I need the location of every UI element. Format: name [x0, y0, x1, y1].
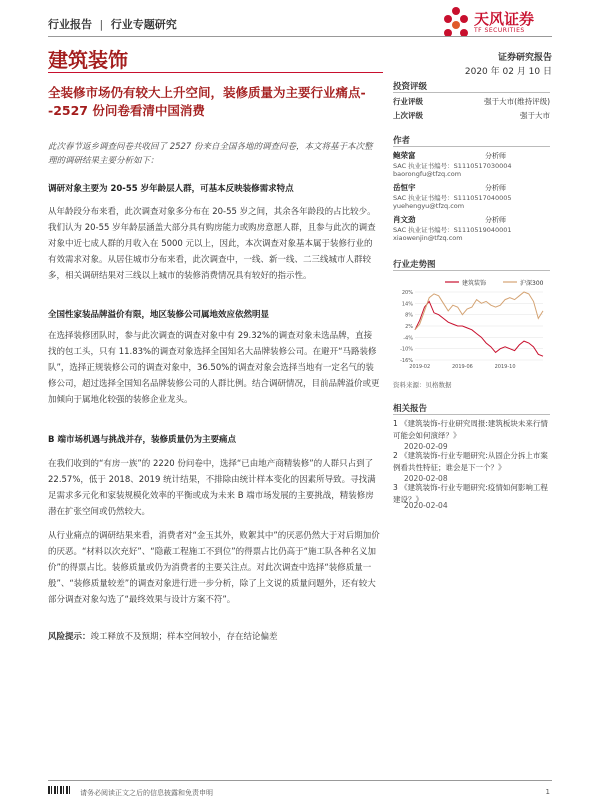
footer-disclaimer: 请务必阅读正文之后的信息披露和免责申明 — [80, 789, 213, 797]
legend-label-sector: 建筑装饰 — [462, 280, 487, 287]
sidebar-divider — [393, 92, 550, 93]
chart-source: 资料来源：贝格数据 — [393, 381, 452, 389]
sidebar-divider — [393, 146, 550, 147]
related-report-date: 2020-02-08 — [404, 474, 448, 483]
y-tick-label: -10% — [400, 346, 413, 353]
author-title: 分析师 — [485, 216, 506, 224]
x-tick-label: 2019-10 — [494, 364, 516, 370]
footer-divider — [48, 780, 552, 781]
section-paragraph: 从年龄段分布来看，此次调查对象多分布在 20-55 岁之间，其余各年龄段的占比较少。我们认为 20-55 岁年龄层涵盖大部分具有购房能力或购房意愿人群，且参与此次的调查对象中近七成人群的月收入在 5000 元以上，因此，本次调查对象基本属于装修行业的有效需求对象。从居住城市分布来看，此次调查中，一线、新一线、二三线城市人群较多，相关调研结果对三线以上城市的装修消费情况具有较好的指示性。 — [48, 207, 376, 281]
qr-code-icon — [48, 786, 70, 794]
page-number: 1 — [545, 788, 550, 796]
related-report-date: 2020-02-09 — [404, 442, 448, 451]
related-title: 相关报告 — [393, 404, 428, 414]
risk-label: 风险提示： — [48, 632, 91, 642]
report-date: 2020 年 02 月 10 日 — [464, 67, 552, 77]
y-tick-label: 2% — [405, 324, 413, 330]
risk-text: 竣工释放不及预期；样本空间较小，存在结论偏差 — [90, 632, 278, 642]
related-report-date: 2020-02-04 — [404, 501, 448, 510]
author-sac: SAC 执业证书编号：S1110517030004 — [393, 162, 512, 170]
section-heading: 全国性家装品牌溢价有限，地区装修公司属地效应依然明显 — [48, 310, 270, 320]
header-breadcrumb — [48, 16, 177, 32]
header-divider — [48, 36, 552, 37]
report-title: 全装修市场仍有较大上升空间，装修质量为主要行业痛点--2527 份问卷看清中国消费 — [48, 85, 366, 118]
header-subcategory: 行业专题研究 — [110, 18, 177, 31]
trend-title: 行业走势图 — [393, 260, 436, 270]
legend-label-index: 沪深300 — [520, 280, 544, 287]
header-category: 行业报告 — [48, 18, 92, 31]
section-paragraph: 从行业痛点的调研结果来看，消费者对“金玉其外，败絮其中”的厌恶仍然大于对后期加价的厌恶。“材料以次充好”、“隐蔽工程施工不到位”的得票占比仍高于“施工队各种名义加价”的得票占比。装修质量或仍为消费者的主要关注点。对此次调查中选择“装修质量一般”、“装修质量较差”的调查对象进行进一步分析，除了上文说的质量问题外，还有较大部分调查对象勾选了“最终效果与设计方案不符”。 — [48, 531, 380, 605]
related-report-link[interactable]: 3 《建筑装饰-行业专题研究:疫情如何影响工程建设？》 — [393, 483, 548, 504]
rating-row — [393, 110, 550, 121]
logo-name-en: TF SECURITIES — [474, 27, 525, 34]
author-name: 肖文劲 — [393, 215, 416, 224]
y-tick-label: 14% — [401, 301, 413, 308]
report-intro: 此次春节返乡调查问卷共收回了 2527 份来自全国各地的调查问卷，本文将基于本次整理的调研结果主要分析如下： — [48, 142, 373, 166]
sidebar-divider — [393, 270, 550, 271]
y-tick-label: 20% — [401, 290, 413, 296]
author-email[interactable]: yuehengyu@tfzq.com — [393, 202, 465, 210]
y-tick-label: 8% — [405, 312, 413, 319]
y-tick-label: -16% — [400, 358, 413, 364]
x-tick-label: 2019-06 — [451, 364, 473, 370]
section-heading: B 端市场机遇与挑战并存，装修质量仍为主要痛点 — [48, 435, 236, 445]
logo-name-cn: 天风证券 — [474, 10, 535, 28]
x-tick-label: 2019-02 — [409, 364, 431, 370]
author-name: 岳恒宇 — [393, 183, 416, 192]
author-email[interactable]: baorongfu@tfzq.com — [393, 170, 462, 178]
risk-warning — [48, 629, 380, 645]
rating-value: 强于大市(维持评级) — [484, 97, 550, 106]
industry-trend-chart — [393, 274, 550, 374]
sector-title: 建筑装饰 — [48, 48, 128, 72]
rating-label: 上次评级 — [393, 111, 423, 120]
author-title: 分析师 — [485, 152, 506, 160]
author-name: 鲍荣富 — [393, 151, 416, 160]
sidebar-divider — [393, 414, 550, 415]
section-heading: 调研对象主要为 20-55 岁年龄层人群，可基本反映装修需求特点 — [48, 184, 294, 194]
author-title: 分析师 — [485, 184, 506, 192]
section-paragraph: 在选择装修团队时，参与此次调查的调查对象中有 29.32%的调查对象未选品牌，直接找的包工头，只有 11.83%的调查对象选择全国知名大品牌装修公司。在避开“马路装修队”，选择正规装修公司的调查对象中，36.50%的调查对象会选择当地有一定名气的装修公司，超过选择全国知名品牌装修公司的人群比例。结合调研情况，目前品牌溢价或更加倾向于属地化较强的装修企业龙头。 — [48, 331, 380, 405]
related-report-link[interactable]: 1 《建筑装饰-行业研究周报:建筑板块未来行情可能会如何演绎？》 — [393, 419, 548, 440]
series-line-index — [415, 292, 543, 330]
author-email[interactable]: xiaowenjin@tfzq.com — [393, 234, 463, 242]
author-sac: SAC 执业证书编号：S1110517040005 — [393, 194, 512, 202]
series-line-sector — [415, 301, 543, 356]
title-divider — [48, 72, 383, 73]
header-separator: | — [99, 18, 104, 31]
report-type: 证券研究报告 — [497, 53, 552, 63]
rating-value: 强于大市 — [520, 111, 550, 120]
rating-row — [393, 96, 550, 107]
rating-label: 行业评级 — [393, 97, 423, 106]
authors-title: 作者 — [393, 136, 411, 146]
y-tick-label: -4% — [403, 335, 413, 342]
author-sac: SAC 执业证书编号：S1110519040001 — [393, 226, 512, 234]
related-report-link[interactable]: 2 《建筑装饰-行业专题研究:从固企分拆上市案例看共性特征；谁会是下一个？》 — [393, 451, 548, 472]
section-paragraph: 在我们收到的“有房一族”的 2220 份问卷中，选择“已由地产商精装修”的人群只占到了 22.57%，低于 2018、2019 统计结果，不排除由统计样本变化的因素所导致。寻找满足需求多元化和家装规模化效率的平衡或成为未来 B 端市场发展的主要挑战，精装修房潜在扩张空间或仍然较大。 — [48, 459, 376, 517]
rating-title: 投资评级 — [393, 82, 428, 92]
